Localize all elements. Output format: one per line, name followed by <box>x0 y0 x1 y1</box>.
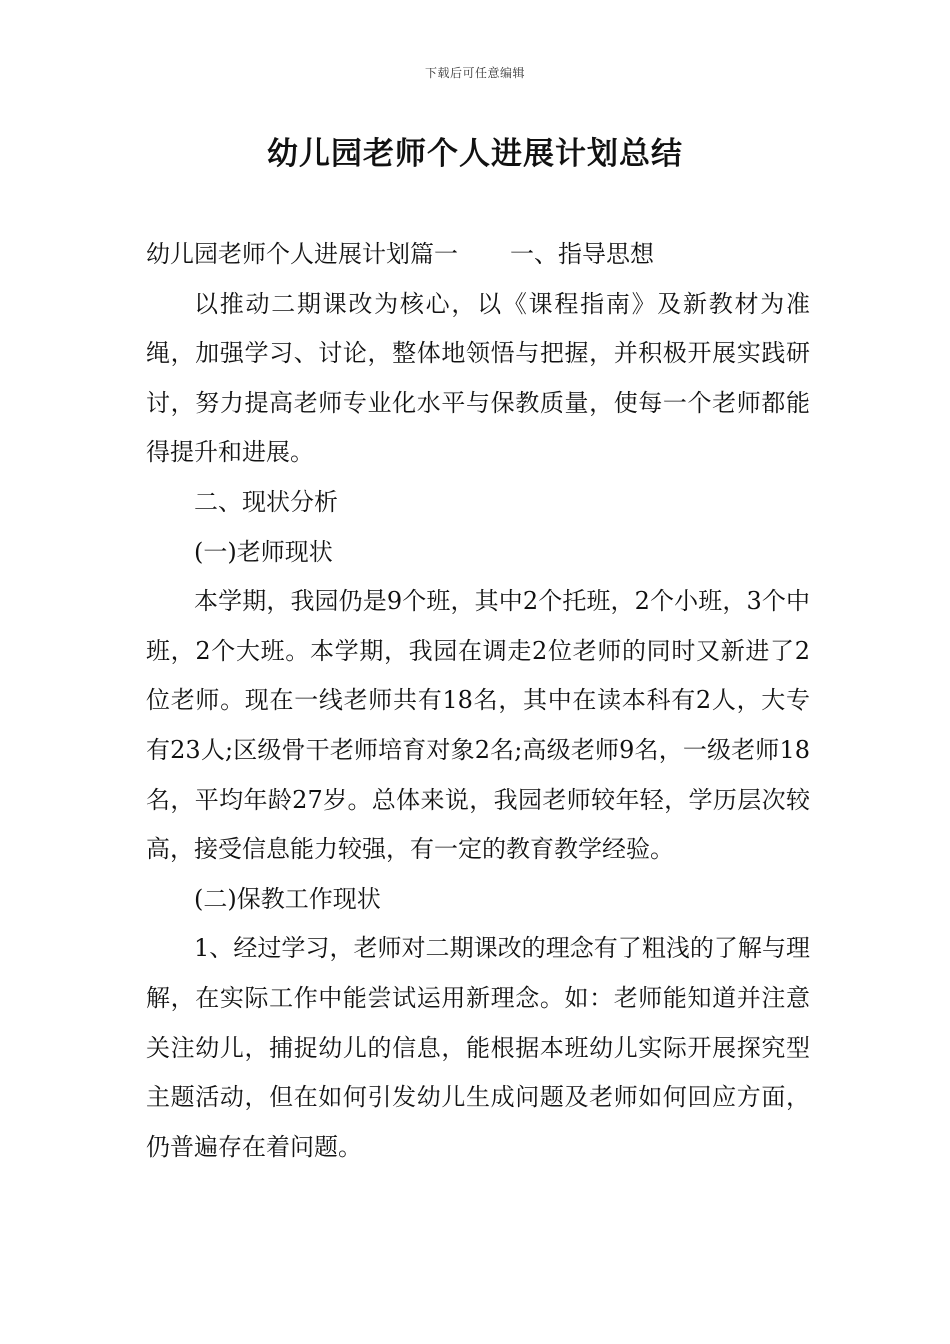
article-subtitle: 幼儿园老师个人进展计划篇一 <box>146 240 458 268</box>
paragraph-teacher-status: 本学期，我园仍是9个班，其中2个托班，2个小班，3个中班，2个大班。本学期，我园在调走2位老师的同时又新进了2位老师。现在一线老师共有18名，其中在读本科有2人，大专有23人;区级骨干老师培育对象2名;高级老师9名，一级老师18名，平均年龄27岁。总体来说，我园老师较年轻，学历层次较高，接受信息能力较强，有一定的教育教学经验。 <box>146 587 810 864</box>
section-heading-line <box>146 230 810 280</box>
paragraph-care-work-status: 1、经过学习，老师对二期课改的理念有了粗浅的了解与理解，在实际工作中能尝试运用新理念。如：老师能知道并注意关注幼儿，捕捉幼儿的信息，能根据本班幼儿实际开展探究型主题活动，但在如何引发幼儿生成问题及老师如何回应方面，仍普遍存在着问题。 <box>146 934 810 1161</box>
section-heading-status: 二、现状分析 <box>194 487 338 516</box>
paragraph-guiding-thought: 以推动二期课改为核心，以《课程指南》及新教材为准绳，加强学习、讨论，整体地领悟与把握，并积极开展实践研讨，努力提高老师专业化水平与保教质量，使每一个老师都能得提升和进展。 <box>146 289 810 467</box>
document-body <box>146 230 810 1172</box>
subsection-heading-teachers: (一)老师现状 <box>194 537 333 566</box>
section-heading: 一、指导思想 <box>510 240 654 268</box>
header-note: 下载后可任意编辑 <box>424 66 525 80</box>
subsection-heading-care-work: (二)保教工作现状 <box>194 884 381 913</box>
document-title: 幼儿园老师个人进展计划总结 <box>267 136 683 172</box>
